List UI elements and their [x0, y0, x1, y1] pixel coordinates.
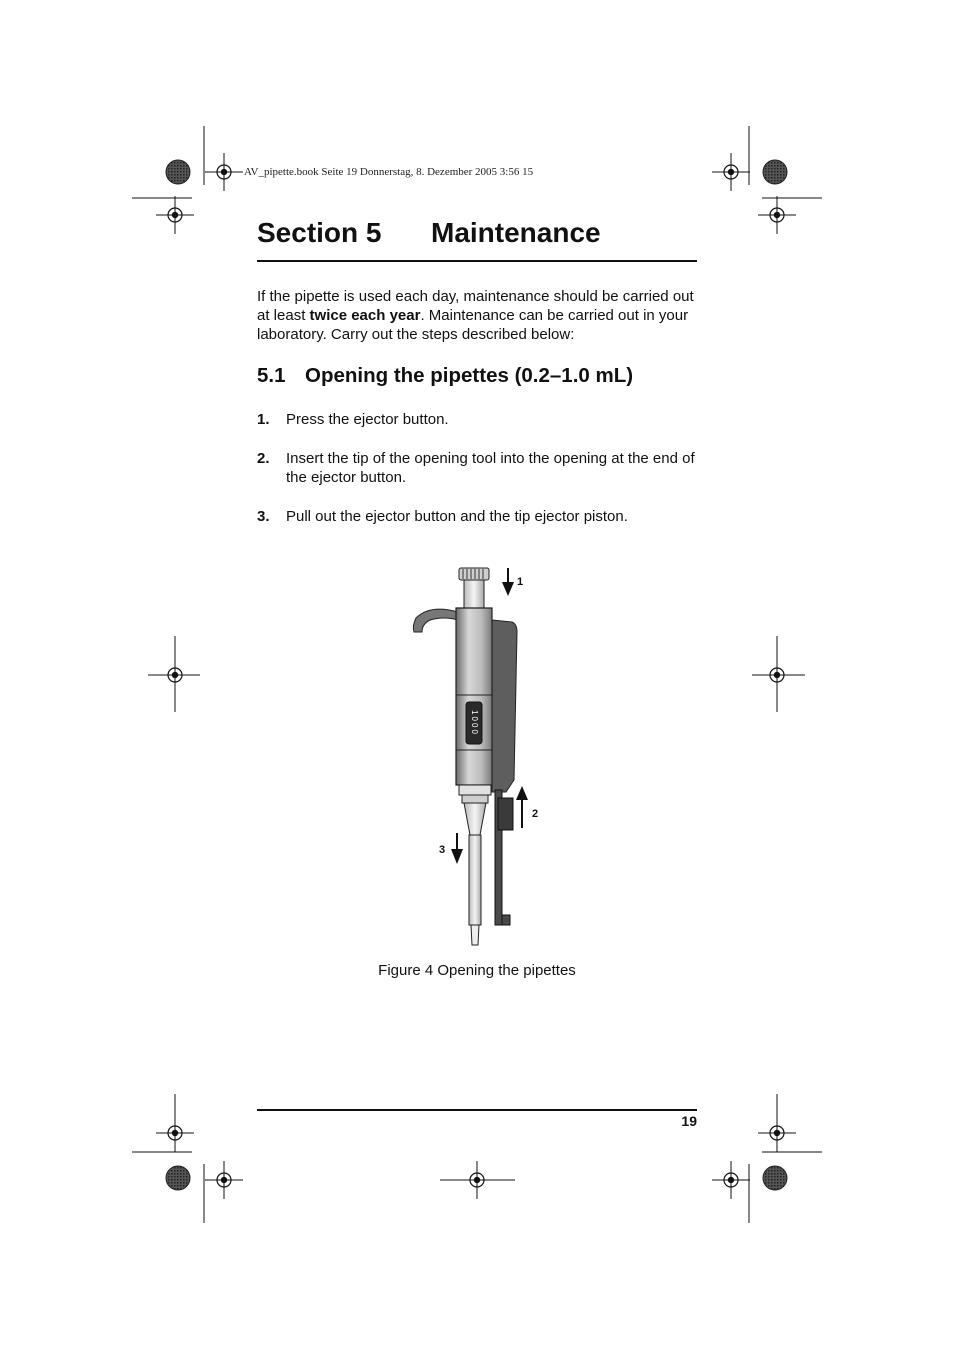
callout-arrow-2 — [516, 786, 538, 828]
subsection-number: 5.1 — [257, 364, 286, 387]
title-rule — [257, 260, 697, 262]
page-number: 19 — [681, 1113, 697, 1129]
footer-rule — [257, 1109, 697, 1111]
figure-caption: Figure 4 Opening the pipettes — [378, 962, 576, 979]
step-number: 2. — [257, 450, 270, 467]
steps-list — [257, 410, 707, 526]
svg-text:1: 1 — [517, 576, 524, 588]
intro-paragraph: If the pipette is used each day, maintenance should be carried out at least twice each year. Maintenance can be carried out in your laboratory. Carry out the steps described below: — [257, 288, 694, 343]
svg-text:3: 3 — [439, 844, 446, 856]
list-item — [257, 410, 707, 429]
step-text: Insert the tip of the opening tool into the opening at the end of the ejector button. — [286, 450, 695, 486]
section-title — [257, 217, 601, 249]
callout-arrow-3 — [439, 833, 463, 864]
intro-emphasis: twice each year — [309, 307, 421, 324]
step-number: 1. — [257, 411, 270, 428]
volume-display: 1000 — [469, 710, 479, 736]
list-item — [257, 507, 707, 526]
step-number: 3. — [257, 508, 270, 525]
pipette-illustration — [400, 560, 560, 955]
section-name: Maintenance — [431, 217, 601, 248]
subsection-title — [257, 364, 633, 388]
callout-arrow-1 — [502, 568, 523, 596]
print-header: AV_pipette.book Seite 19 Donnerstag, 8. Dezember 2005 3:56 15 — [244, 166, 534, 178]
section-number: Section 5 — [257, 217, 382, 248]
subsection-name: Opening the pipettes (0.2–1.0 mL) — [305, 364, 634, 387]
step-text: Press the ejector button. — [286, 411, 449, 428]
svg-text:2: 2 — [532, 808, 539, 820]
list-item — [257, 449, 707, 487]
step-text: Pull out the ejector button and the tip ejector piston. — [286, 508, 628, 525]
